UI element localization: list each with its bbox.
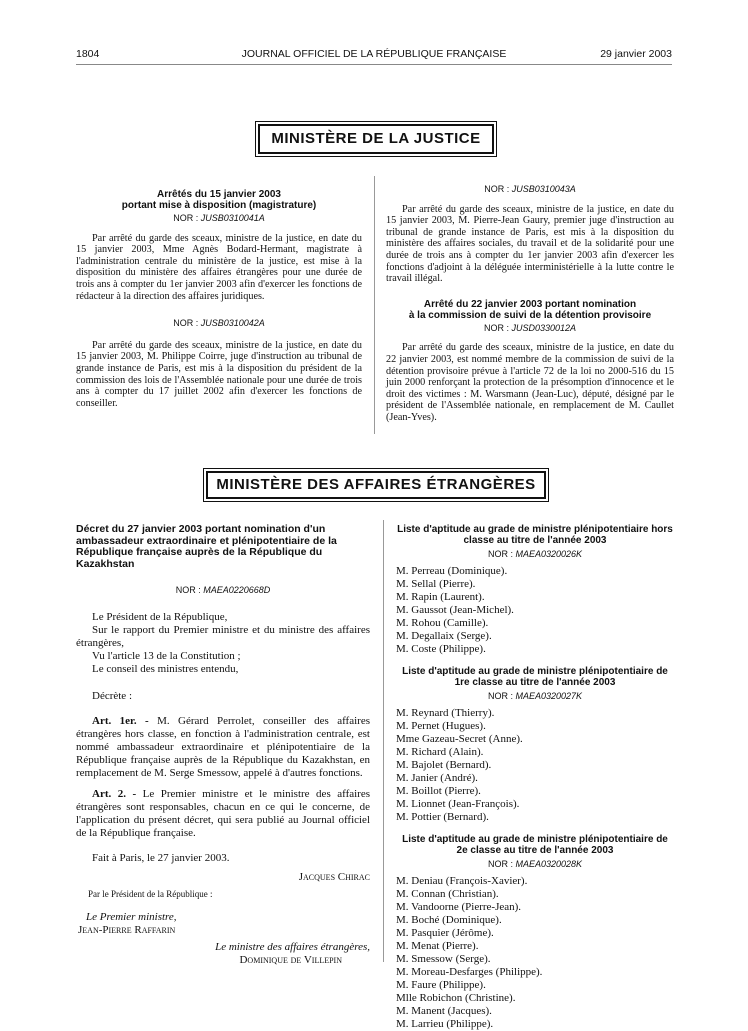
minister-title: Le ministre des affaires étrangères, [215, 941, 370, 953]
arrete-paragraph: Par arrêté du garde des sceaux, ministre de la justice, en date du 15 janvier 2003, Mme Agnès Bodard-Hermant, magistrate à l'administration centrale du ministère de la justice, est mise à la disposition du ministère des affaires étrangères pour une durée de trois ans à compter du 1er janvier 2003 afin d'exercer les fonctions de rédacteur à la direction des affaires juridiques. [76, 232, 362, 302]
list-item: Mlle Robichon (Christine). [396, 992, 516, 1004]
list-item: M. Sellal (Pierre). [396, 578, 476, 590]
article-2: Art. 2. - Le Premier ministre et le ministre des affaires étrangères sont responsables, chacun en ce qui le concerne, de l'application du présent décret, qui sera publié au Journal officiel de la République française. [76, 788, 370, 839]
list-item: M. Boillot (Pierre). [396, 785, 481, 797]
aptitude-column [396, 524, 674, 1031]
pm-name: Jean-Pierre Raffarin [78, 924, 176, 936]
decret-column [76, 524, 370, 967]
ministry-affaires-banner: MINISTÈRE DES AFFAIRES ÉTRANGÈRES [206, 471, 546, 499]
list-item: M. Larrieu (Philippe). [396, 1018, 494, 1030]
list-item: M. Manent (Jacques). [396, 1005, 492, 1017]
arrete-paragraph: Par arrêté du garde des sceaux, ministre de la justice, en date du 15 janvier 2003, M. Pierre-Jean Gaury, premier juge d'instruction au tribunal de grande instance de Paris, est mis à la disposition du ministère des affaires sociales, du travail et de la solidarité pour une durée de trois ans à compter du 1er janvier 2003 afin d'exercer les fonctions d'adjoint à la déléguée interministérielle à la lutte contre le travail illégal. [386, 203, 674, 285]
list-item: M. Gaussot (Jean-Michel). [396, 604, 514, 616]
minister-name: Dominique de Villepin [239, 954, 342, 966]
list-item: M. Rohou (Camille). [396, 617, 489, 629]
list-title: Liste d'aptitude au grade de ministre plénipotentiaire de 1re classe au titre de l'année 2003 [402, 666, 668, 688]
list-item: M. Pernet (Hugues). [396, 720, 486, 732]
decret-title: Décret du 27 janvier 2003 portant nomination d'un ambassadeur extraordinaire et plénipotentiaire de la République française auprès de la République du Kazakhstan [76, 523, 337, 570]
nor-label: NOR : MAEA0220668D [175, 585, 271, 595]
preamble-line: Sur le rapport du Premier ministre et du ministre des affaires étrangères, [76, 624, 370, 649]
arrete-paragraph: Par arrêté du garde des sceaux, ministre de la justice, en date du 22 janvier 2003, est nommé membre de la commission de suivi de la détention provisoire prévue à l'article 72 de la loi no 2000-516 du 15 juin 2000 renforçant la protection de la présomption d'innocence et le droit des victimes : M. Warsmann (Jean-Luc), député, désigné par le président de l'Assemblée nationale, en remplacement de M. Caullet (Jean-Yves). [386, 342, 674, 423]
ministry-justice-banner: MINISTÈRE DE LA JUSTICE [258, 124, 494, 154]
list-title: Liste d'aptitude au grade de ministre plénipotentiaire de 2e classe au titre de l'année 2003 [402, 834, 668, 856]
list-item: Mme Gazeau-Secret (Anne). [396, 733, 523, 745]
preamble-line: Le Président de la République, [92, 611, 228, 623]
arretes-title: Arrêtés du 15 janvier 2003 portant mise à disposition (magistrature) [121, 189, 317, 211]
justice-left-column [76, 189, 362, 409]
list-item: M. Pasquier (Jérôme). [396, 927, 494, 939]
list-item: M. Connan (Christian). [396, 888, 499, 900]
nor-label: NOR : JUSB0310041A [173, 213, 265, 223]
list-item: M. Degallaix (Serge). [396, 630, 492, 642]
list-item: M. Janier (André). [396, 772, 478, 784]
list-item: M. Boché (Dominique). [396, 914, 502, 926]
list-item: M. Moreau-Desfarges (Philippe). [396, 966, 543, 978]
nor-label: NOR : JUSD0330012A [483, 322, 577, 333]
preamble-line: Le conseil des ministres entendu, [92, 663, 239, 675]
list-item: M. Perreau (Dominique). [396, 565, 508, 577]
justice-right-column [386, 182, 674, 424]
list-item: M. Lionnet (Jean-François). [396, 798, 520, 810]
list-title: Liste d'aptitude au grade de ministre plénipotentiaire hors classe au titre de l'année 2003 [397, 524, 673, 546]
done-at: Fait à Paris, le 27 janvier 2003. [92, 852, 230, 864]
list-item: M. Smessow (Serge). [396, 953, 491, 965]
list-item: M. Menat (Pierre). [396, 940, 479, 952]
nor-label: NOR : MAEA0320026K [487, 549, 583, 559]
nor-label: NOR : MAEA0320028K [487, 859, 583, 869]
list-item: M. Vandoorne (Pierre-Jean). [396, 901, 522, 913]
column-separator [383, 520, 384, 962]
header-rule [76, 64, 672, 65]
nor-label: NOR : MAEA0320027K [487, 691, 583, 701]
page-number: 1804 [76, 48, 100, 60]
list-item: M. Pottier (Bernard). [396, 811, 489, 823]
decrete: Décrète : [92, 690, 132, 702]
aptitude-list [396, 565, 674, 656]
article-1: Art. 1er. - M. Gérard Perrolet, conseiller des affaires étrangères hors classe, en fonction à l'administration centrale, est nommé ambassadeur extraordinaire et plénipotentiaire de la République française auprès de la République du Kazakhstan, en remplacement de M. Serge Smessow, appelé à d'autres fonctions. [76, 715, 370, 779]
list-item: M. Rapin (Laurent). [396, 591, 485, 603]
pm-title: Le Premier ministre, [86, 911, 177, 923]
preamble-line: Vu l'article 13 de la Constitution ; [92, 650, 241, 662]
arrete-title: Arrêté du 22 janvier 2003 portant nomination à la commission de suivi de la détention provisoire [408, 298, 652, 321]
signature-president: Jacques Chirac [298, 871, 370, 883]
nor-label: NOR : JUSB0310043A [484, 184, 576, 194]
aptitude-list [396, 707, 674, 824]
list-item: M. Bajolet (Bernard). [396, 759, 492, 771]
signature-by: Par le Président de la République : [88, 889, 213, 899]
arrete-paragraph: Par arrêté du garde des sceaux, ministre de la justice, en date du 15 janvier 2003, M. Philippe Coirre, juge d'instruction au tribunal de grande instance de Paris, est mis à la disposition du président de la commission des lois de l'Assemblée nationale pour une durée de trois ans à compter du 17 juillet 2002 afin d'exercer les fonctions de conseiller. [76, 339, 362, 409]
list-item: M. Deniau (François-Xavier). [396, 875, 528, 887]
journal-title: JOURNAL OFFICIEL DE LA RÉPUBLIQUE FRANÇAISE [241, 48, 507, 60]
list-item: M. Reynard (Thierry). [396, 707, 495, 719]
nor-label: NOR : JUSB0310042A [173, 318, 265, 329]
list-item: M. Coste (Philippe). [396, 643, 486, 655]
list-item: M. Richard (Alain). [396, 746, 484, 758]
column-separator [374, 176, 375, 434]
issue-date: 29 janvier 2003 [600, 48, 672, 60]
aptitude-list [396, 875, 674, 1031]
list-item: M. Faure (Philippe). [396, 979, 486, 991]
